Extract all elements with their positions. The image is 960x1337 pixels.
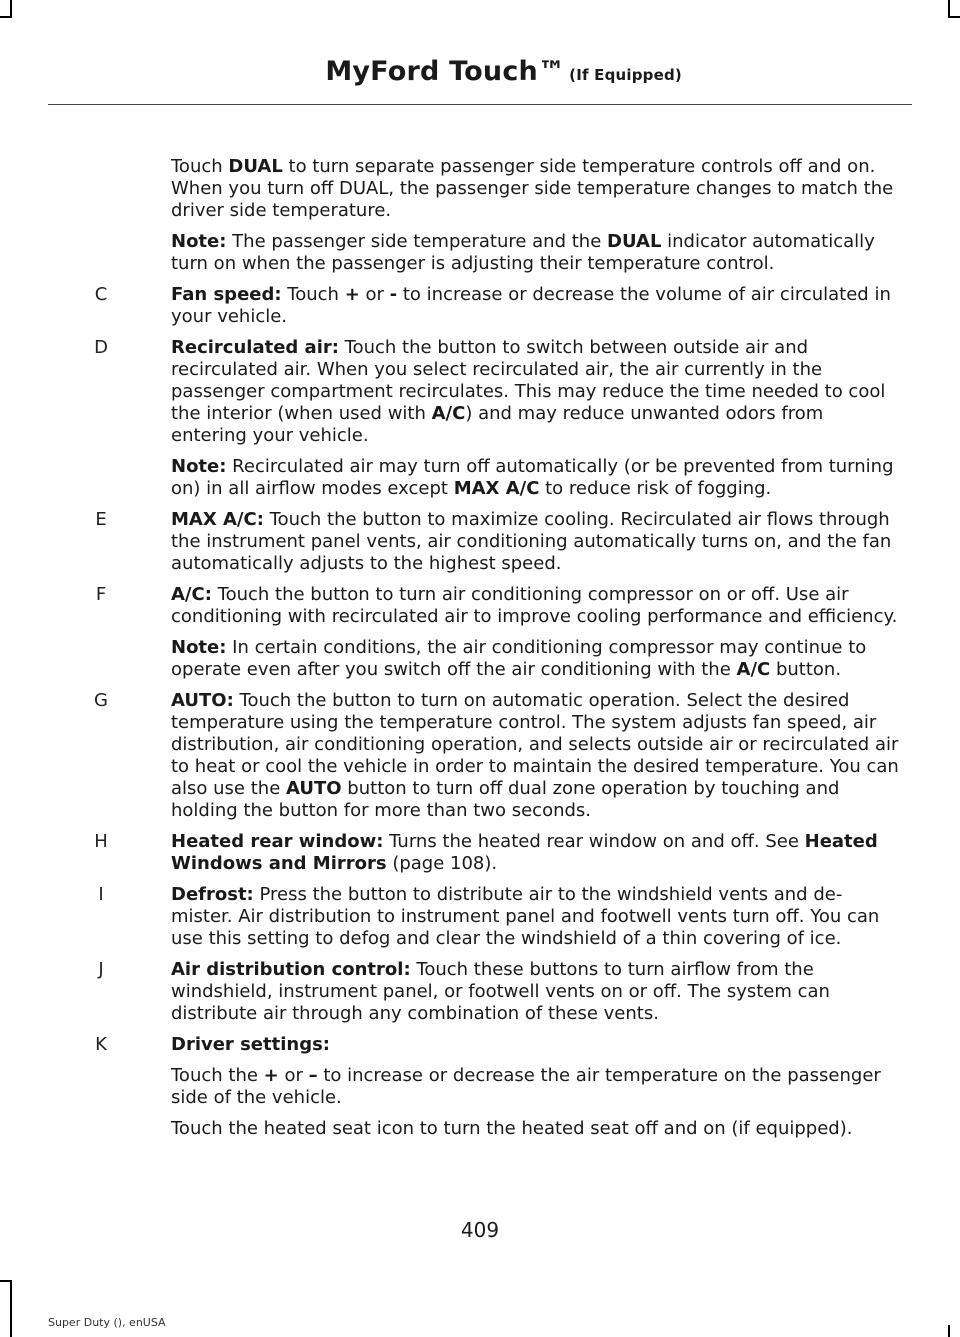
callout-item-h [0, 831, 960, 875]
crop-mark-bottom-right-v [948, 1325, 950, 1337]
bold-term: - [389, 284, 398, 305]
bold-term: MAX A/C: [171, 509, 264, 530]
header-title-main: MyFord Touch™ [325, 56, 566, 87]
paragraph-text [171, 959, 902, 1025]
paragraph-text [171, 690, 902, 822]
text-run: or [359, 284, 390, 305]
text-run: Touch [171, 156, 229, 177]
bold-term: – [308, 1065, 318, 1086]
paragraph-text [171, 456, 902, 500]
text-run: to increase or decrease the air temperature on the passenger side of the vehicle. [171, 1065, 881, 1108]
bold-term: Air distribution control: [171, 959, 411, 980]
crop-mark-bottom-left-h [0, 1280, 12, 1282]
text-run: The passenger side temperature and the [226, 231, 608, 252]
text-run: button to turn off dual zone operation by touching and holding the button for more than two seconds. [171, 778, 840, 821]
footer-edition-note: Super Duty (), enUSA [48, 1316, 166, 1329]
bold-term: Driver settings: [171, 1034, 330, 1055]
callout-letter: I [98, 884, 104, 905]
bold-term: DUAL [228, 156, 283, 177]
bold-term: Note: [171, 456, 227, 477]
paragraph-text [171, 509, 902, 575]
text-run: indicator automatically turn on when the passenger is adjusting their temperature control. [171, 231, 875, 274]
paragraph-text [171, 156, 902, 222]
bold-term: AUTO: [171, 690, 234, 711]
paragraph-text [171, 1118, 902, 1140]
bold-term: A/C [431, 403, 466, 424]
crop-mark-top-right-h [948, 16, 960, 18]
callout-item-d [0, 337, 960, 447]
page-header-title [325, 56, 682, 87]
callout-item-j [0, 959, 960, 1025]
callout-letter: F [95, 584, 107, 605]
bold-term: Fan speed: [171, 284, 282, 305]
bold-term: Recirculated air: [171, 337, 339, 358]
text-run: Touch the [171, 1065, 264, 1086]
callout-item-k [0, 1034, 960, 1056]
text-run: or [278, 1065, 309, 1086]
text-run: to increase or decrease the volume of air circulated in your vehicle. [171, 284, 891, 327]
callout-letter: K [95, 1034, 107, 1055]
callout-letter: E [95, 509, 107, 530]
paragraph-text [171, 1034, 902, 1056]
body-paragraph [0, 156, 960, 222]
bold-term: MAX A/C [453, 478, 540, 499]
text-run: Touch the button to turn on automatic operation. Select the desired temperature using the temperature control. The system adjusts fan speed, air distribution, air conditioning operation, and selects outside air or recirculated air to heat or cool the vehicle in order to maintain the desired temperature. You can also use the [171, 690, 899, 799]
callout-letter: D [94, 337, 108, 358]
text-run: (page 108). [386, 853, 498, 874]
callout-item-g [0, 690, 960, 822]
bold-term: AUTO [286, 778, 342, 799]
body-paragraph [0, 1118, 960, 1140]
paragraph-text [171, 831, 902, 875]
bold-term: Defrost: [171, 884, 254, 905]
text-run: Turns the heated rear window on and off. See [383, 831, 805, 852]
bold-term: Heated rear window: [171, 831, 384, 852]
text-run: In certain conditions, the air conditioning compressor may continue to operate even after you switch off the air conditioning with the [171, 637, 867, 680]
bold-term: + [263, 1065, 279, 1086]
callout-item-f [0, 584, 960, 628]
paragraph-text [171, 637, 902, 681]
document-body [0, 156, 960, 1140]
text-run: Touch the button to switch between outside air and recirculated air. When you select recirculated air, the air currently in the passenger compartment recirculates. This may reduce the time needed to cool the interior (when used with [171, 337, 886, 424]
callout-letter: J [98, 959, 104, 980]
text-run: Recirculated air may turn off automatically (or be prevented from turning on) in all airflow modes except [171, 456, 894, 499]
crop-mark-bottom-left-v [10, 1280, 12, 1337]
text-run: to turn separate passenger side temperature controls off and on. When you turn off DUAL, the passenger side temperature changes to match the driver side temperature. [171, 156, 894, 221]
text-run: Touch the heated seat icon to turn the heated seat off and on (if equipped). [171, 1118, 853, 1139]
body-paragraph [0, 456, 960, 500]
text-run: Press the button to distribute air to the windshield vents and de-mister. Air distribution to instrument panel and footwell vents turn off. You can use this setting to defog and clear the windshield of a thin covering of ice. [171, 884, 880, 949]
callout-letter: C [94, 284, 108, 305]
body-paragraph [0, 231, 960, 275]
body-paragraph [0, 1065, 960, 1109]
text-run: Touch the button to maximize cooling. Recirculated air flows through the instrument panel vents, air conditioning automatically turns on, and the fan automatically adjusts to the highest speed. [171, 509, 892, 574]
bold-term: Note: [171, 637, 227, 658]
paragraph-text [171, 284, 902, 328]
bold-term: DUAL [607, 231, 662, 252]
paragraph-text [171, 231, 902, 275]
paragraph-text [171, 337, 902, 447]
text-run: ) and may reduce unwanted odors from entering your vehicle. [171, 403, 824, 446]
callout-item-i [0, 884, 960, 950]
callout-item-c [0, 284, 960, 328]
crop-mark-top-left-h [0, 16, 12, 18]
bold-term: A/C: [171, 584, 212, 605]
paragraph-text [171, 884, 902, 950]
text-run: Touch these buttons to turn airflow from the windshield, instrument panel, or footwell vents on or off. The system can distribute air through any combination of these vents. [171, 959, 830, 1024]
text-run: button. [770, 659, 842, 680]
page-number: 409 [460, 1218, 500, 1242]
bold-term: + [344, 284, 360, 305]
body-paragraph [0, 637, 960, 681]
callout-letter: H [94, 831, 108, 852]
text-run: to reduce risk of fogging. [539, 478, 772, 499]
callout-letter: G [94, 690, 108, 711]
header-title-suffix: (If Equipped) [569, 66, 682, 84]
bold-term: Heated Windows and Mirrors [171, 831, 878, 874]
text-run: Touch the button to turn air conditioning compressor on or off. Use air conditioning with recirculated air to improve cooling performance and efficiency. [171, 584, 898, 627]
header-divider [48, 104, 912, 105]
paragraph-text [171, 1065, 902, 1109]
bold-term: A/C [736, 659, 771, 680]
paragraph-text [171, 584, 902, 628]
bold-term: Note: [171, 231, 227, 252]
text-run: Touch [281, 284, 345, 305]
callout-item-e [0, 509, 960, 575]
